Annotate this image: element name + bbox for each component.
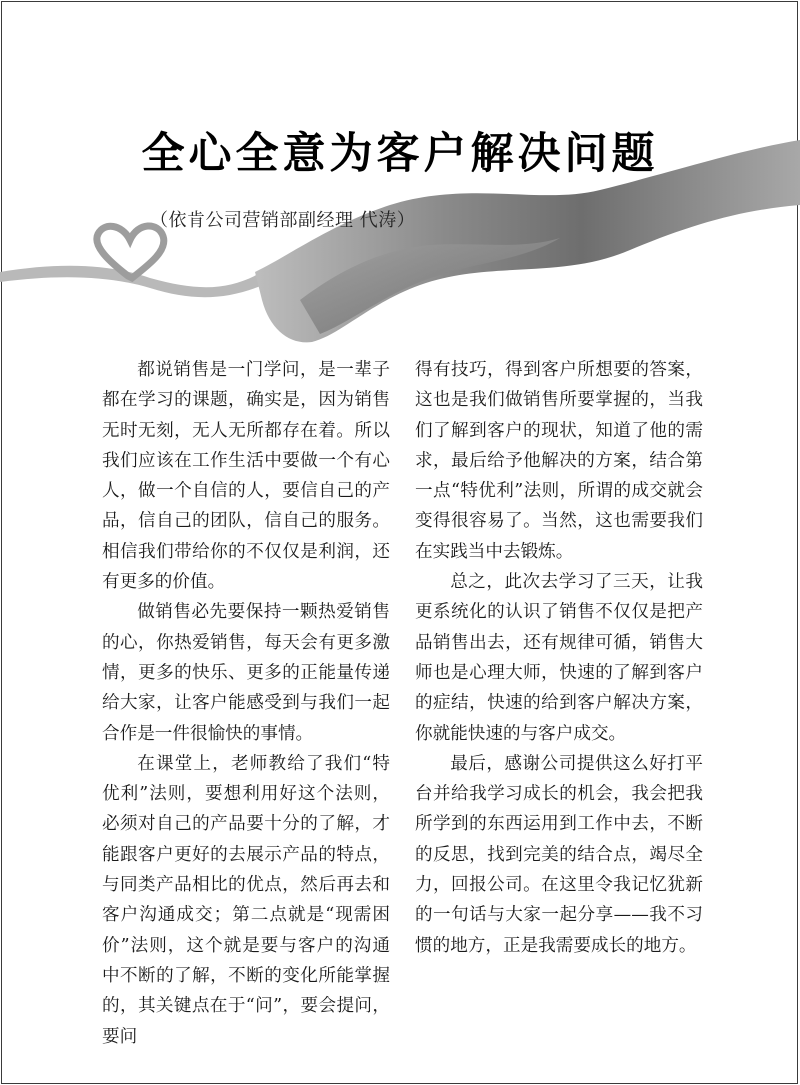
paragraph: 在课堂上，老师教给了我们“特优利”法则，要想利用好这个法则，必须对自己的产品要十分的了解，才能跟客户更好的去展示产品的特点，与同类产品相比的优点，然后再去和客户沟通成交；第二点就是“现需困价”法则，这个就是要与客户的沟通中不断的了解，不断的变化所能掌握的，其关键点在于“问”，要会提问，要问 <box>102 753 390 1047</box>
right-column <box>415 355 703 961</box>
paragraph: 总之，此次去学习了三天，让我更系统化的认识了销售不仅仅是把产品销售出去，还有规律可循，销售大师也是心理大师，快速的了解到客户的症结，快速的给到客户解决方案，你就能快速的与客户成交。 <box>415 572 703 744</box>
paragraph: 都说销售是一门学问，是一辈子都在学习的课题，确实是，因为销售无时无刻，无人无所都存在着。所以我们应该在工作生活中要做一个有心人，做一个自信的人，要信自己的产品，信自己的团队，信自己的服务。相信我们带给你的不仅仅是利润，还有更多的价值。 <box>102 360 390 593</box>
paragraph-continued: 得有技巧，得到客户所想要的答案，这也是我们做销售所要掌握的，当我们了解到客户的现状，知道了他的需求，最后给予他解决的方案，结合第一点“特优利”法则，所谓的成交就会变得很容易了。当然，这也需要我们在实践当中去锻炼。 <box>415 360 703 562</box>
paragraph: 做销售必先要保持一颗热爱销售的心，你热爱销售，每天会有更多激情，更多的快乐、更多的正能量传递给大家，让客户能感受到与我们一起合作是一件很愉快的事情。 <box>102 602 390 744</box>
article-title: 全心全意为客户解决问题 <box>141 129 659 179</box>
paragraph: 最后，感谢公司提供这么好打平台并给我学习成长的机会，我会把我所学到的东西运用到工作中去，不断的反思，找到完美的结合点，竭尽全力，回报公司。在这里令我记忆犹新的一句话与大家一起分享——我不习惯的地方，正是我需要成长的地方。 <box>415 753 703 956</box>
left-column <box>102 355 390 1052</box>
author-byline: （依肯公司营销部副经理 代涛） <box>150 210 416 231</box>
